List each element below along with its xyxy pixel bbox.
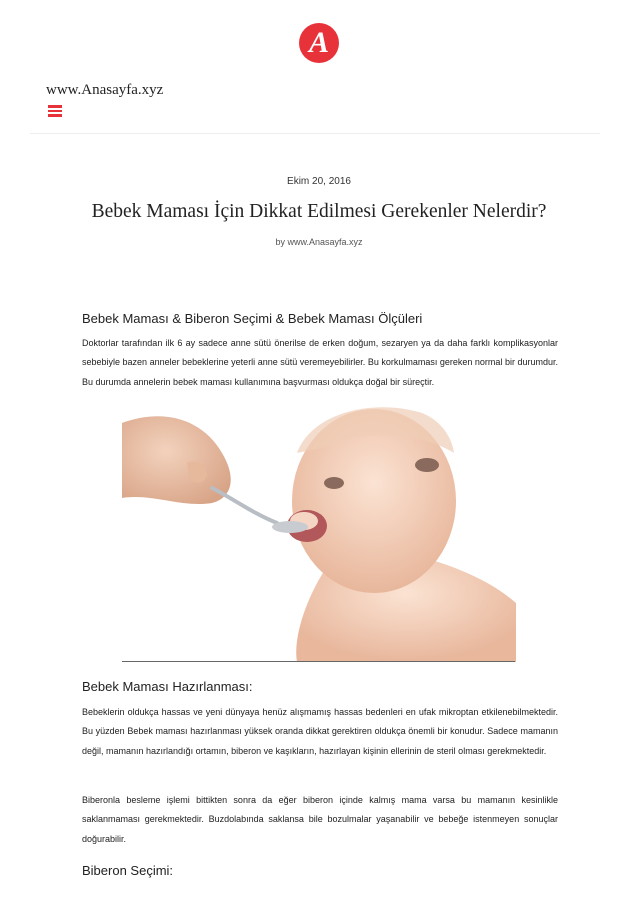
section-heading-3: Biberon Seçimi: [82, 863, 174, 878]
post-byline[interactable]: by www.Anasayfa.xyz [275, 237, 363, 247]
site-name-link[interactable]: www.Anasayfa.xyz [46, 82, 164, 98]
section-1-paragraph: Doktorlar tarafından ilk 6 ay sadece anne sütü önerilse de erken doğum, sezaryen ya da daha farklı komplikasyonlar sebebiyle bazen anneler bebeklerine yeterli anne sütü veremeyebilirler. Bu korkulmaması gereken normal bir durumdur. Bu durumda annelerin bebek maması kullanımına başvurması oldukça doğal bir süreçtir. [82, 338, 558, 387]
site-logo[interactable] [299, 23, 339, 63]
logo-letter: A [308, 26, 329, 59]
image-divider [122, 661, 515, 662]
site-header [30, 0, 600, 134]
post-title: Bebek Maması İçin Dikkat Edilmesi Gerekenler Nelerdir? [91, 201, 547, 222]
hamburger-icon[interactable] [48, 104, 62, 117]
section-heading-1: Bebek Maması & Biberon Seçimi & Bebek Maması Ölçüleri [82, 311, 423, 326]
baby-feeding-photo [122, 403, 516, 662]
post-date: Ekim 20, 2016 [287, 176, 351, 187]
section-2-paragraph-2: Biberonla besleme işlemi bittikten sonra da eğer biberon içinde kalmış mama varsa bu mamanın kesinlikle saklanmaması gerekmektedir. Buzdolabında saklansa bile bozulmalar yaşanabilir ve bebeğe istenmeyen sonuçlar doğurabilir. [82, 795, 558, 844]
section-heading-2: Bebek Maması Hazırlanması: [82, 679, 253, 694]
section-2-paragraph-1: Bebeklerin oldukça hassas ve yeni dünyaya henüz alışmamış hassas bedenleri en ufak mikroptan etkilenebilmektedir. Bu yüzden Bebek maması hazırlanması yüksek oranda dikkat gerektiren oldukça önemli bir konudur. Sadece mamanın değil, mamanın hazırlandığı ortamın, biberon ve kaşıkların, hazırlayan kişinin ellerinin de steril olması gerekmektedir. [82, 707, 558, 756]
